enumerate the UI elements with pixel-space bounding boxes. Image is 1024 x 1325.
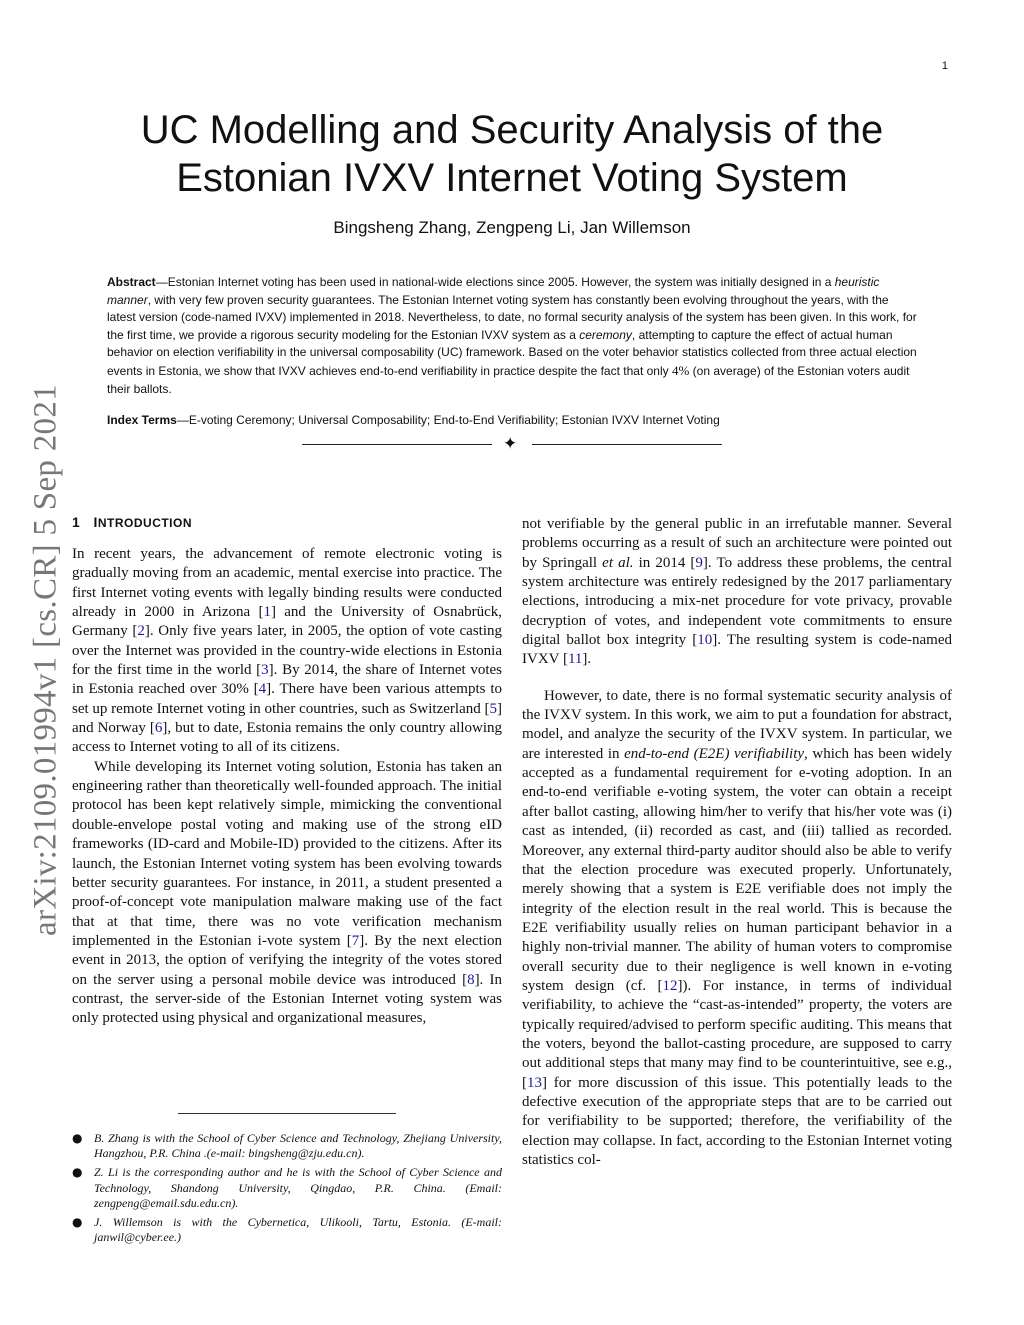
text-run: , which has been widely accepted as a fundamental requirement for e-voting adoption. In an end-to-end verifiable e-voting system, the voter can obtain a receipt after ballot casting, allowing him/her to verify that his/her vote was (i) cast as intended, (ii) recorded as cast, and (iii) tallied as recorded. Moreover, any external third-party auditor should also be able to verify that the election procedure was executed properly. Unfortunately, merely showing that a system is E2E verifiable does not imply the integrity of the election result in the real world. This is because the E2E verifiability usually relies on human participant behavior in a highly non-trivial manner. The ability of human voters to compromise overall security due to their negligence is well known in e-voting system design (cf. [ xyxy=(522,745,952,994)
diamond-ornament-icon: ✦ xyxy=(503,434,518,454)
footnote xyxy=(72,1131,502,1161)
text-run: ]. By 2014, the share of Internet votes in Estonia reached over 30% [ xyxy=(72,662,502,698)
divider-left xyxy=(302,444,492,445)
citation-link[interactable]: 2 xyxy=(137,623,145,640)
section-title-initial: I xyxy=(93,514,98,530)
text-run: ]. The resulting system is code-named IVXV [ xyxy=(522,632,952,668)
title-line-1: UC Modelling and Security Analysis of the xyxy=(140,108,884,152)
left-column xyxy=(72,545,502,1029)
author-list: Bingsheng Zhang, Zengpeng Li, Jan Willemson xyxy=(333,218,691,237)
bullet-icon: ● xyxy=(72,1165,83,1180)
text-run: ] and the University of Osnabrück, Germany [ xyxy=(72,604,503,640)
abstract-text: , attempting to capture the effect of actual human behavior on election verifiability in the universal composability (UC) framework. Based on the voter behavior statistics collected from three actual election events in Estonia, we show that IVXV achieves end-to-end verifiability in practice despite the fact that only xyxy=(107,327,917,378)
footnote-rule xyxy=(178,1113,396,1114)
text-run: ]. To address these problems, the central system architecture was entirely redesigned by the 2017 parliamentary elections, introducing a mix-net procedure for vote privacy, provable decryption of votes, and independent vote commitments to ensure digital ballot box integrity [ xyxy=(522,554,952,649)
section-number: 1 xyxy=(72,514,81,530)
abstract-math: 4% xyxy=(671,362,690,378)
abstract-text: , with very few proven security guarantees. The Estonian Internet voting system has constantly been evolving throughout the years, with the latest version (code-named IVXV) implemented in 2018. Nevertheless, to date, no formal security analysis of the system has been given. In this work, for the first time, we provide a rigorous security modeling for the Estonian IVXV system as a xyxy=(107,292,917,342)
citation-link[interactable]: 1 xyxy=(263,604,271,621)
section-heading xyxy=(72,514,192,530)
text-run: ] for more discussion of this issue. This potentially leads to the defective execution of the appropriate steps that are to be carried out for verifiability to be supported; therefore, the verifiability of the election may collapse. In fact, according to the Estonian Internet voting statistics col- xyxy=(522,1074,952,1168)
text-run: While developing its Internet voting solution, Estonia has taken an engineering rather than theoretically well-founded approach. The initial protocol has been kept relatively simple, mimicking the conventional double-envelope postal voting and making use of the strong eID frameworks (ID-card and Mobile-ID) provided to the citizens. After its launch, the Estonian Internet voting system has been evolving towards better security guarantees. For instance, in 2011, a student presented a proof-of-concept vote manipulation malware making use of the fact that at that time, there was no vote verification mechanism implemented in the Estonian i-vote system [ xyxy=(72,758,502,949)
footnote-text: J. Willemson is with the Cybernetica, Ulikooli, Tartu, Estonia. (E-mail: janwil@cyber.ee.) xyxy=(94,1215,502,1245)
paragraph xyxy=(72,545,502,758)
bullet-icon: ● xyxy=(72,1215,83,1230)
citation-link[interactable]: 13 xyxy=(527,1074,542,1091)
citation-link[interactable]: 3 xyxy=(261,662,269,679)
abstract-label: Abstract xyxy=(107,275,156,289)
bullet-icon: ● xyxy=(72,1131,83,1145)
text-run: ]). For instance, in terms of individual verifiability, to achieve the “cast-as-intended” property, the voters are typically required/advised to perform specific auditing. This means that the voters, beyond the ballot-casting procedure, are supposed to carry out additional steps that many may find to be counterintuitive, see e.g., [ xyxy=(522,977,952,1091)
text-run: ]. Only five years later, in 2005, the option of vote casting over the Internet was provided in the country-wide elections in Estonia for the first time in the world [ xyxy=(72,623,502,679)
abstract-text: (on average) of the Estonian voters audit their ballots. xyxy=(107,363,910,396)
abstract xyxy=(107,274,919,398)
text-run: ]. xyxy=(582,651,592,668)
arxiv-stamp-text: arXiv:2109.01994v1 [cs.CR] 5 Sep 2021 xyxy=(27,384,64,936)
citation-link[interactable]: 8 xyxy=(467,971,475,988)
page-number: 1 xyxy=(941,60,948,72)
citation-link[interactable]: 6 xyxy=(154,720,163,737)
text-run: ]. By the next election event in 2013, the option of verifying the integrity of the votes stored on the server using a personal mobile device was introduced [ xyxy=(72,932,502,988)
text-run: ]. In contrast, the server-side of the Estonian Internet voting system was only protected using physical and organizational measures, xyxy=(72,971,502,1027)
section-title-rest: NTRODUCTION xyxy=(97,516,193,530)
index-terms-label: Index Terms xyxy=(107,413,177,427)
index-terms xyxy=(107,412,919,429)
emphasis: end-to-end (E2E) verifiability xyxy=(624,745,805,762)
abstract-text: —Estonian Internet voting has been used in national-wide elections since 2005. However, the system was initially designed in a xyxy=(155,275,835,289)
citation-link[interactable]: 7 xyxy=(351,932,360,949)
emphasis: et al. xyxy=(602,554,634,571)
text-run: in 2014 [ xyxy=(633,554,696,571)
footnote-text: B. Zhang is with the School of Cyber Science and Technology, Zhejiang University, Hangzhou, P.R. China .(e-mail: bingsheng@zju.edu.cn). xyxy=(94,1131,502,1161)
title-line-2: Estonian IVXV Internet Voting System xyxy=(176,156,848,200)
paragraph xyxy=(522,515,952,670)
citation-link[interactable]: 12 xyxy=(662,977,678,994)
citation-link[interactable]: 5 xyxy=(489,700,497,717)
text-run: In recent years, the advancement of remote electronic voting is gradually moving from an academic, mental exercise into practice. The first Internet voting events with legally binding results were conducted already in 2000 in Arizona [ xyxy=(72,546,502,621)
text-run: However, to date, there is no formal systematic security analysis of the IVXV system. In this work, we aim to put a foundation for abstract, model, and analyze the security of the IVXV system. In particular, we are interested in xyxy=(522,687,952,762)
paragraph xyxy=(72,758,502,1029)
citation-link[interactable]: 11 xyxy=(567,651,583,668)
index-terms-text: —E-voting Ceremony; Universal Composability; End-to-End Verifiability; Estonian IVXV Internet Voting xyxy=(176,413,720,427)
text-run: ] and Norway [ xyxy=(72,700,502,737)
right-column xyxy=(522,515,952,1170)
footnote-text: Z. Li is the corresponding author and he is with the School of Cyber Science and Technology, Shandong University, Qingdao, P.R. China. (Email: zengpeng@email.sdu.edu.cn). xyxy=(94,1165,502,1210)
citation-link[interactable]: 10 xyxy=(697,632,713,649)
divider-right xyxy=(532,444,722,445)
citation-link[interactable]: 9 xyxy=(695,554,703,571)
abstract-emphasis: heuristic manner xyxy=(107,275,880,307)
paper-title xyxy=(110,106,914,202)
citation-link[interactable]: 4 xyxy=(258,681,267,698)
abstract-emphasis: ceremony xyxy=(579,327,632,342)
footnote xyxy=(72,1215,502,1245)
footnote xyxy=(72,1165,502,1211)
paragraph xyxy=(522,687,952,1171)
footnotes xyxy=(72,1131,502,1249)
text-run: ], but to date, Estonia remains the only country allowing access to Internet voting to all of its citizens. xyxy=(72,720,502,756)
text-run: not verifiable by the general public in an irrefutable manner. Several problems occurring as a result of such an architecture were pointed out by Springall xyxy=(522,516,952,571)
text-run: ]. There have been various attempts to set up remote Internet voting in other countries, such as Switzerland [ xyxy=(72,681,502,717)
